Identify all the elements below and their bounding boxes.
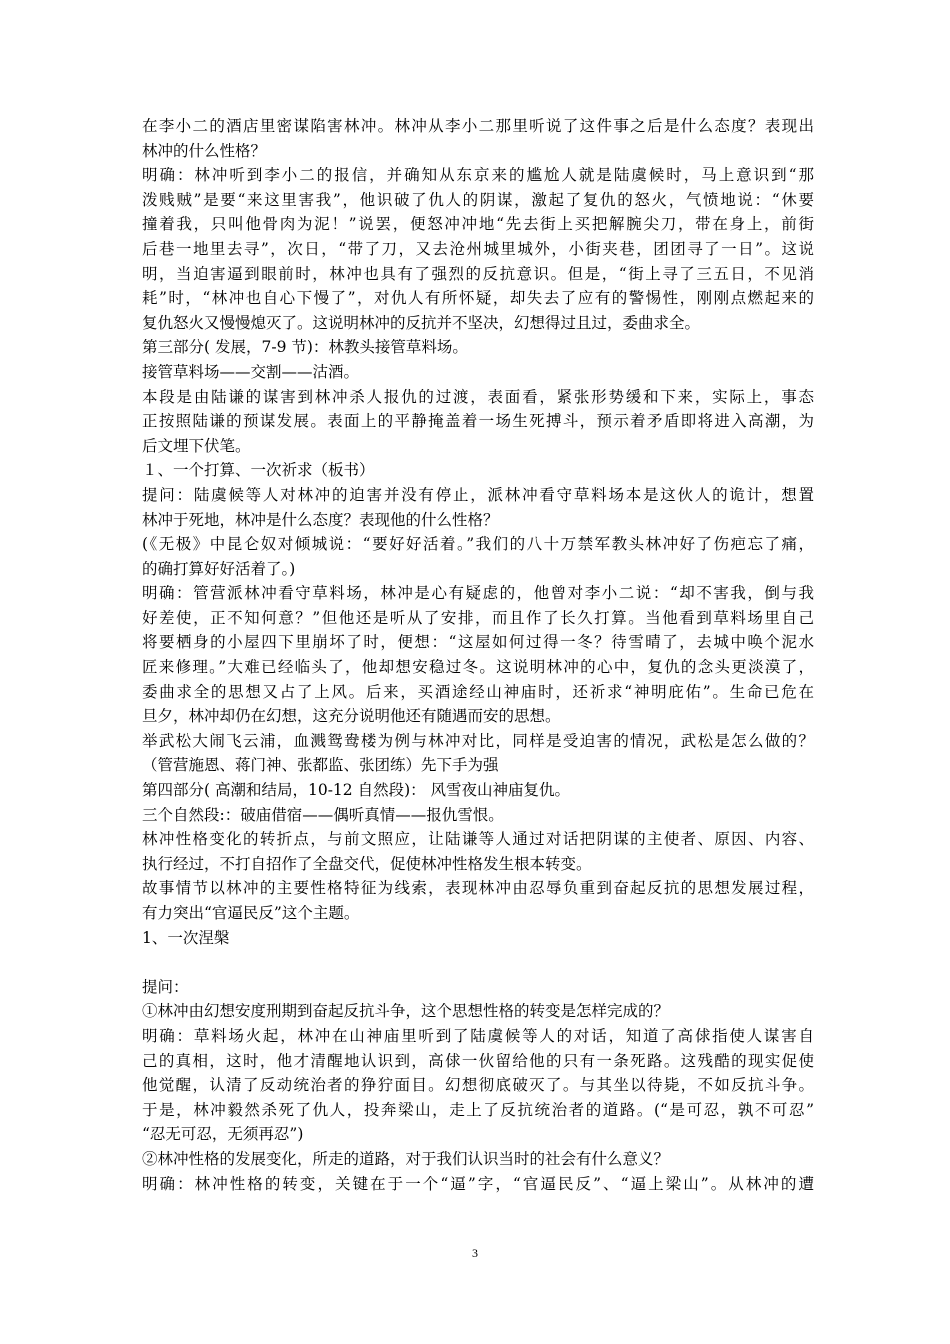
- text-line: （管营施恩、蒋门神、张都监、张团练）先下手为强: [142, 756, 499, 775]
- text-line: 第三部分( 发展，7-9 节)：林教头接管草料场。: [142, 338, 468, 357]
- text-line: 第四部分( 高潮和结局，10-12 自然段)： 风雪夜山神庙复仇。: [142, 781, 571, 800]
- text-line: ①林冲由幻想安度刑期到奋起反抗斗争，这个思想性格的转变是怎样完成的？: [142, 1002, 670, 1021]
- text-line: 明，当迫害逼到眼前时，林冲也具有了强烈的反抗意识。但是，“街上寻了三五日，不见消: [142, 264, 814, 283]
- text-line: 的确打算好好活着了。): [142, 559, 296, 578]
- text-line: 本段是由陆谦的谋害到林冲杀人报仇的过渡，表面看，紧张形势缓和下来，实际上，事态: [142, 387, 814, 406]
- text-line: 好差使，正不知何意？”但他还是听从了安排，而且作了长久打算。当他看到草料场里自己: [142, 608, 814, 627]
- text-line: 明确：林冲听到李小二的报信，并确知从东京来的尴尬人就是陆虞候时，马上意识到“那: [142, 166, 814, 185]
- text-line: 委曲求全的思想又占了上风。后来，买酒途经山神庙时，还祈求“神明庇佑”。生命已危在: [142, 682, 814, 701]
- text-line: 林冲于死地，林冲是什么态度？表现他的什么性格？: [142, 510, 499, 529]
- text-line: 明确：管营派林冲看守草料场，林冲是心有疑虑的，他曾对李小二说：“却不害我，倒与我: [142, 584, 814, 603]
- text-line: 故事情节以林冲的主要性格特征为线索，表现林冲由忍辱负重到奋起反抗的思想发展过程，: [142, 879, 814, 898]
- text-line: 于是，林冲毅然杀死了仇人，投奔梁山，走上了反抗统治者的道路。(“是可忍，孰不可忍”: [142, 1100, 814, 1119]
- text-line: 匠来修理。”大难已经临头了，他却想安稳过冬。这说明林冲的心中，复仇的念头更淡漠了，: [142, 658, 814, 677]
- text-line: 耗”时，“林冲也自心下慢了”，对仇人有所怀疑，却失去了应有的警惕性，刚刚点燃起来的: [142, 289, 814, 308]
- text-line: 泼贱贼”是要“来这里害我”，他识破了仇人的阴谋，激起了复仇的怒火，气愤地说：“休要: [142, 190, 814, 209]
- text-line: 他觉醒，认清了反动统治者的狰狞面目。幻想彻底破灭了。与其坐以待毙，不如反抗斗争。: [142, 1076, 814, 1095]
- text-line: 三个自然段:：破庙借宿——偶听真情——报仇雪恨。: [142, 805, 504, 824]
- text-line: 旦夕，林冲却仍在幻想，这充分说明他还有随遇而安的思想。: [142, 707, 561, 726]
- text-line: 明确：草料场火起，林冲在山神庙里听到了陆虞候等人的对话，知道了高俅指使人谋害自: [142, 1026, 814, 1045]
- text-line: (《无极》中昆仑奴对倾城说：“要好好活着。”我们的八十万禁军教头林冲好了伤疤忘了痛，: [142, 535, 814, 554]
- text-line: 将要栖身的小屋四下里崩坏了时，便想：“这屋如何过得一冬？待雪晴了，去城中唤个泥水: [142, 633, 814, 652]
- text-line: 后巷一地里去寻”，次日，“带了刀，又去沧州城里城外，小街夹巷，团团寻了一日”。这说: [142, 239, 814, 258]
- text-line: 1、一次涅槃: [142, 928, 230, 947]
- text-line: 后文埋下伏笔。: [142, 436, 251, 455]
- text-line: 在李小二的酒店里密谋陷害林冲。林冲从李小二那里听说了这件事之后是什么态度？表现出: [142, 117, 814, 135]
- text-line: 明确：林冲性格的转变，关键在于一个“逼”字，“官逼民反”、“逼上梁山”。从林冲的遭: [142, 1174, 814, 1193]
- text-line: 执行经过，不打自招作了全盘交代，促使林冲性格发生根本转变。: [142, 854, 592, 873]
- text-line: ②林冲性格的发展变化，所走的道路，对于我们认识当时的社会有什么意义？: [142, 1149, 670, 1168]
- text-line: 有力突出“官逼民反”这个主题。: [142, 904, 360, 922]
- document-body: [142, 114, 814, 1196]
- blank-line: [142, 950, 814, 975]
- text-line: 林冲性格变化的转折点，与前文照应，让陆谦等人通过对话把阴谋的主使者、原因、内容、: [142, 830, 814, 849]
- text-line: 撞着我，只叫他骨肉为泥！”说罢，便怒冲冲地“先去街上买把解腕尖刀，带在身上，前街: [142, 215, 814, 234]
- text-line: １、一个打算、一次祈求（板书）: [142, 461, 375, 480]
- page-number: 3: [472, 1246, 478, 1260]
- text-line: 林冲的什么性格？: [142, 141, 267, 160]
- text-line: 接管草料场——交割——沽酒。: [142, 362, 360, 381]
- text-line: 正按照陆谦的预谋发展。表面上的平静掩盖着一场生死搏斗，预示着矛盾即将进入高潮，为: [142, 412, 814, 431]
- text-line: 复仇怒火又慢慢熄灭了。这说明林冲的反抗并不坚决，幻想得过且过，委曲求全。: [142, 313, 701, 332]
- text-line: 提问：陆虞候等人对林冲的迫害并没有停止，派林冲看守草料场本是这伙人的诡计，想置: [142, 485, 814, 504]
- text-line: 己的真相，这时，他才清醒地认识到，高俅一伙留给他的只有一条死路。这残酷的现实促使: [142, 1051, 814, 1070]
- text-line: “忍无可忍，无须再忍”): [142, 1125, 304, 1144]
- text-line: 举武松大闹飞云浦，血溅鸳鸯楼为例与林冲对比，同样是受迫害的情况，武松是怎么做的？: [142, 731, 814, 750]
- text-line: 提问：: [142, 977, 189, 996]
